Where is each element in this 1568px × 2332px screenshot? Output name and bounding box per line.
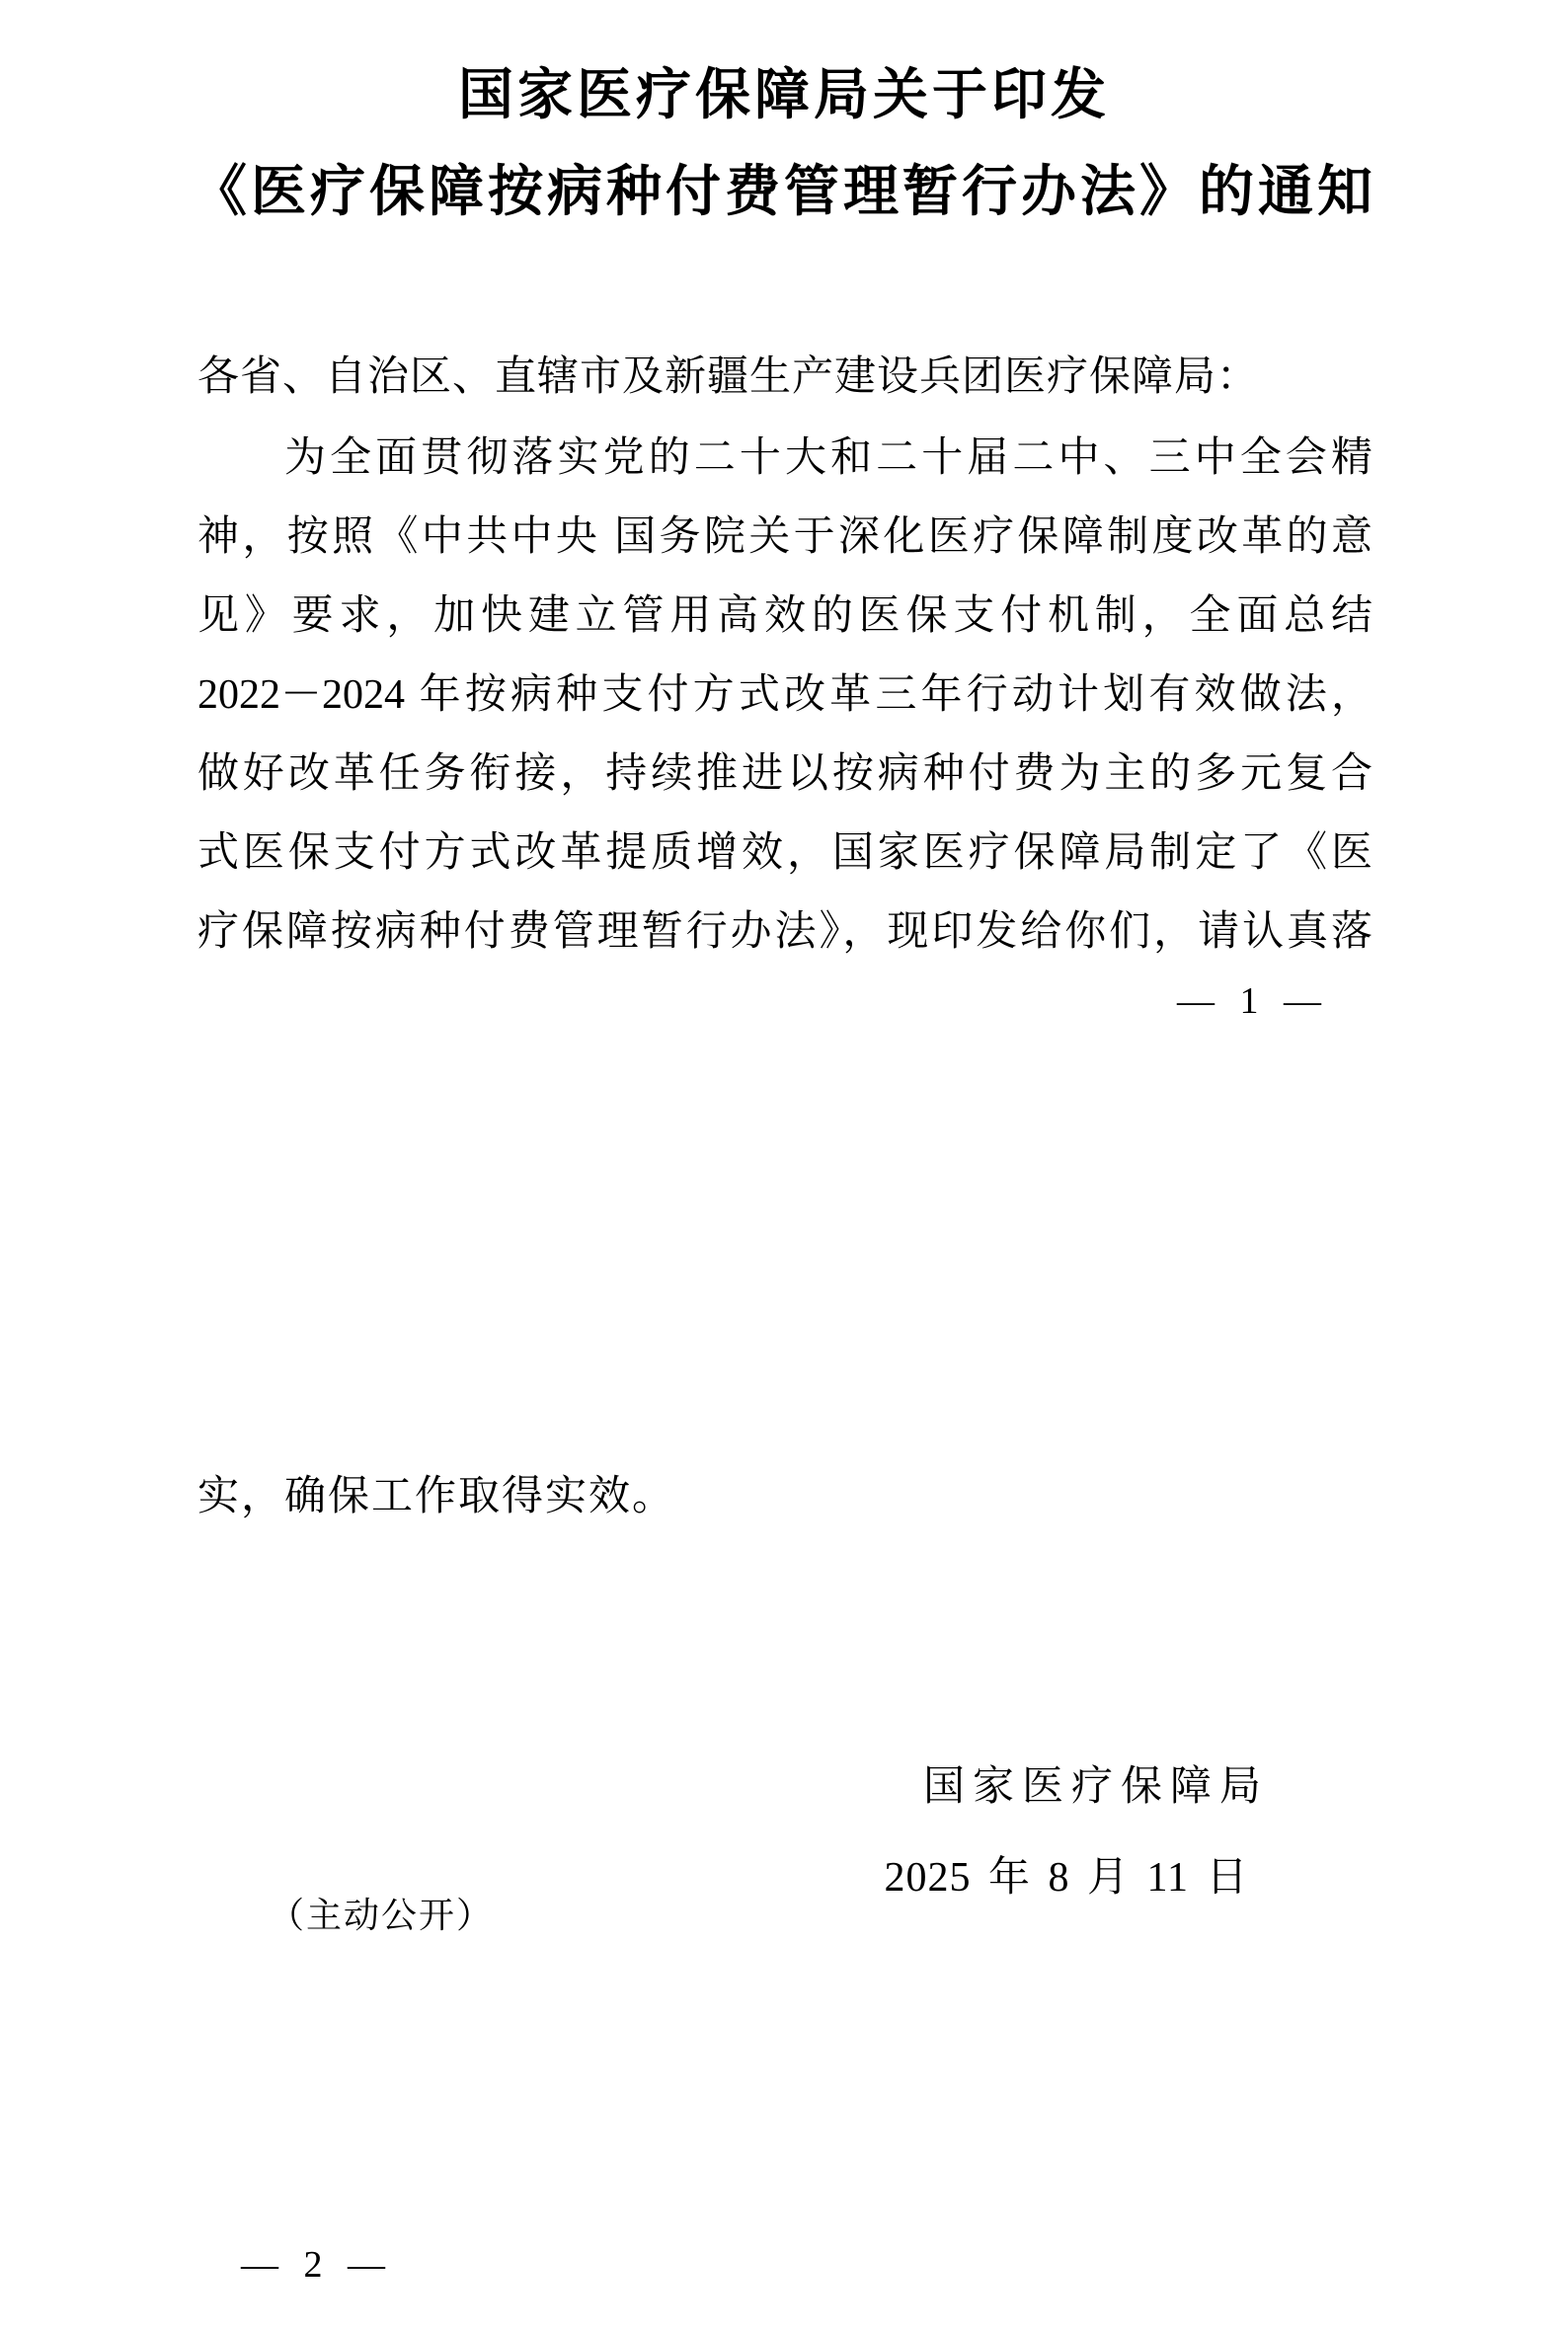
disclosure-note: （主动公开） bbox=[269, 1896, 495, 1935]
body-line-3: 见》要求，加快建立管用高效的医保支付机制，全面总结 bbox=[197, 593, 1372, 639]
body-line-5: 做好改革任务衔接，持续推进以按病种付费为主的多元复合 bbox=[197, 751, 1372, 797]
issuer-signature: 国家医疗保障局 bbox=[922, 1764, 1269, 1810]
body-paragraph bbox=[197, 419, 1372, 972]
addressee-line: 各省、自治区、直辖市及新疆生产建设兵团医疗保障局： bbox=[197, 354, 1260, 400]
issue-date: 2025 年 8 月 11 日 bbox=[884, 1855, 1249, 1901]
body-line-6: 式医保支付方式改革提质增效，国家医疗保障局制定了《医 bbox=[197, 830, 1372, 876]
page-number-2: — 2 — bbox=[241, 2244, 385, 2286]
body-line-7: 疗保障按病种付费管理暂行办法》，现印发给你们，请认真落 bbox=[197, 909, 1372, 955]
body-line-4: 2022－2024 年按病种支付方式改革三年行动计划有效做法， bbox=[197, 672, 1372, 718]
page-number-1: — 1 — bbox=[1177, 980, 1321, 1022]
body-line-1: 为全面贯彻落实党的二十大和二十届二中、三中全会精 bbox=[284, 435, 1372, 481]
document-title-line2: 《医疗保障按病种付费管理暂行办法》的通知 bbox=[192, 162, 1376, 223]
closing-line: 实，确保工作取得实效。 bbox=[197, 1474, 676, 1519]
body-line-2: 神，按照《中共中央 国务院关于深化医疗保障制度改革的意 bbox=[197, 514, 1372, 560]
document-title-line1: 国家医疗保障局关于印发 bbox=[458, 65, 1110, 126]
